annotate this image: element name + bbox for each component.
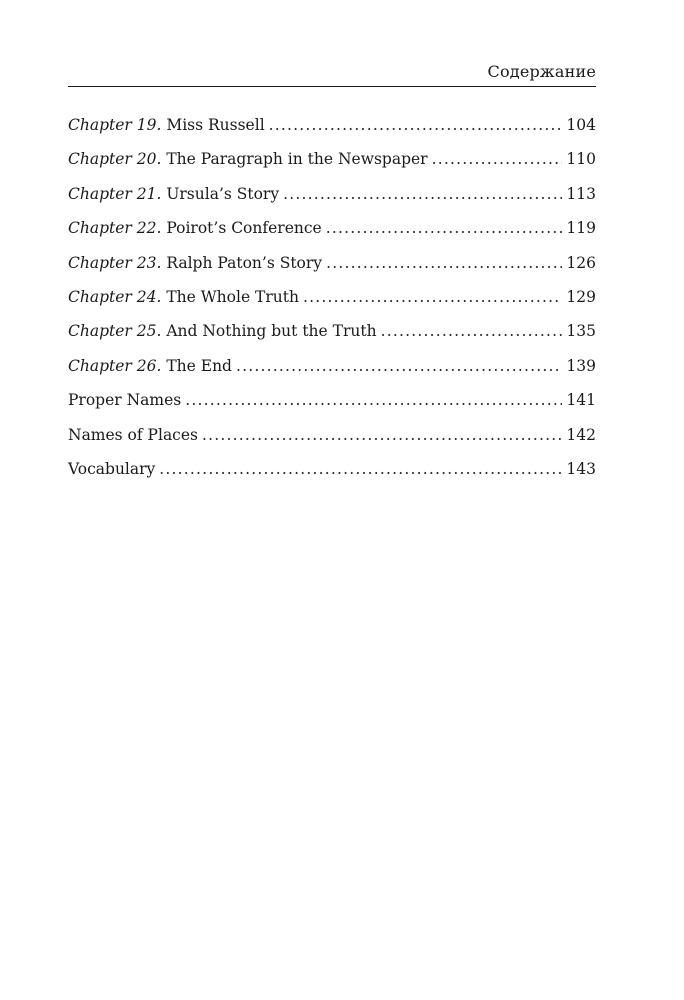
toc-entry-chapter-26[interactable]	[68, 355, 596, 389]
toc-entry-title: The Paragraph in the Newspaper	[161, 150, 428, 169]
toc-chapter-number: Chapter 25.	[68, 322, 162, 341]
table-of-contents	[68, 114, 596, 492]
toc-entry-title: Names of Places	[68, 425, 198, 444]
dot-leader	[159, 458, 562, 480]
toc-page-number: 110	[566, 150, 596, 169]
toc-page-number: 126	[566, 253, 596, 272]
toc-entry-label	[68, 252, 322, 274]
toc-entry-title: Proper Names	[68, 391, 182, 410]
header-rule	[68, 86, 596, 87]
toc-chapter-number: Chapter 21.	[68, 184, 162, 203]
toc-entry-title: Vocabulary	[68, 459, 156, 478]
toc-page-number: 135	[566, 322, 596, 341]
dot-leader	[236, 355, 562, 377]
toc-entry-title: And Nothing but the Truth	[161, 322, 377, 341]
toc-entry-chapter-23[interactable]	[68, 252, 596, 286]
toc-page-number: 142	[566, 425, 596, 444]
toc-entry-label	[68, 320, 377, 342]
toc-entry-label	[68, 114, 265, 136]
toc-entry-title: The End	[161, 356, 232, 375]
toc-entry-label	[68, 355, 232, 377]
toc-entry-chapter-20[interactable]	[68, 148, 596, 182]
toc-entry-label	[68, 286, 299, 308]
dot-leader	[202, 424, 562, 446]
toc-entry-label	[68, 148, 428, 170]
toc-entry-chapter-25[interactable]	[68, 320, 596, 354]
toc-entry-chapter-24[interactable]	[68, 286, 596, 320]
toc-entry-chapter-21[interactable]	[68, 183, 596, 217]
dot-leader	[381, 320, 563, 342]
toc-page-number: 143	[566, 459, 596, 478]
toc-page-number: 119	[566, 219, 596, 238]
toc-entry-proper-names[interactable]	[68, 389, 596, 423]
toc-entry-title: Ursula’s Story	[161, 184, 280, 203]
toc-entry-title: Miss Russell	[161, 116, 265, 134]
dot-leader	[326, 252, 562, 274]
running-head-title: Содержание	[487, 62, 596, 81]
dot-leader	[326, 217, 563, 239]
toc-chapter-number: Chapter 22.	[68, 219, 162, 238]
dot-leader	[303, 286, 562, 308]
toc-entry-label	[68, 217, 322, 239]
toc-entry-vocabulary[interactable]	[68, 458, 596, 492]
toc-entry-names-of-places[interactable]	[68, 424, 596, 458]
toc-entry-chapter-19[interactable]	[68, 114, 596, 148]
toc-chapter-number: Chapter 20.	[68, 150, 162, 169]
toc-page-number: 141	[566, 391, 596, 410]
toc-chapter-number: Chapter 26.	[68, 356, 162, 375]
toc-chapter-number: Chapter 23.	[68, 253, 162, 272]
toc-page-number: 104	[566, 116, 596, 134]
toc-chapter-number: Chapter 19.	[68, 116, 162, 134]
dot-leader	[185, 389, 562, 411]
toc-entry-title: The Whole Truth	[161, 287, 299, 306]
dot-leader	[269, 114, 563, 136]
toc-page-number: 129	[566, 287, 596, 306]
dot-leader	[432, 148, 563, 170]
toc-chapter-number: Chapter 24.	[68, 287, 162, 306]
toc-page-number: 139	[566, 356, 596, 375]
dot-leader	[283, 183, 562, 205]
toc-page-number: 113	[566, 184, 596, 203]
toc-entry-label	[68, 183, 279, 205]
toc-entry-title: Poirot’s Conference	[161, 219, 322, 238]
toc-entry-title: Ralph Paton’s Story	[161, 253, 323, 272]
toc-entry-chapter-22[interactable]	[68, 217, 596, 251]
